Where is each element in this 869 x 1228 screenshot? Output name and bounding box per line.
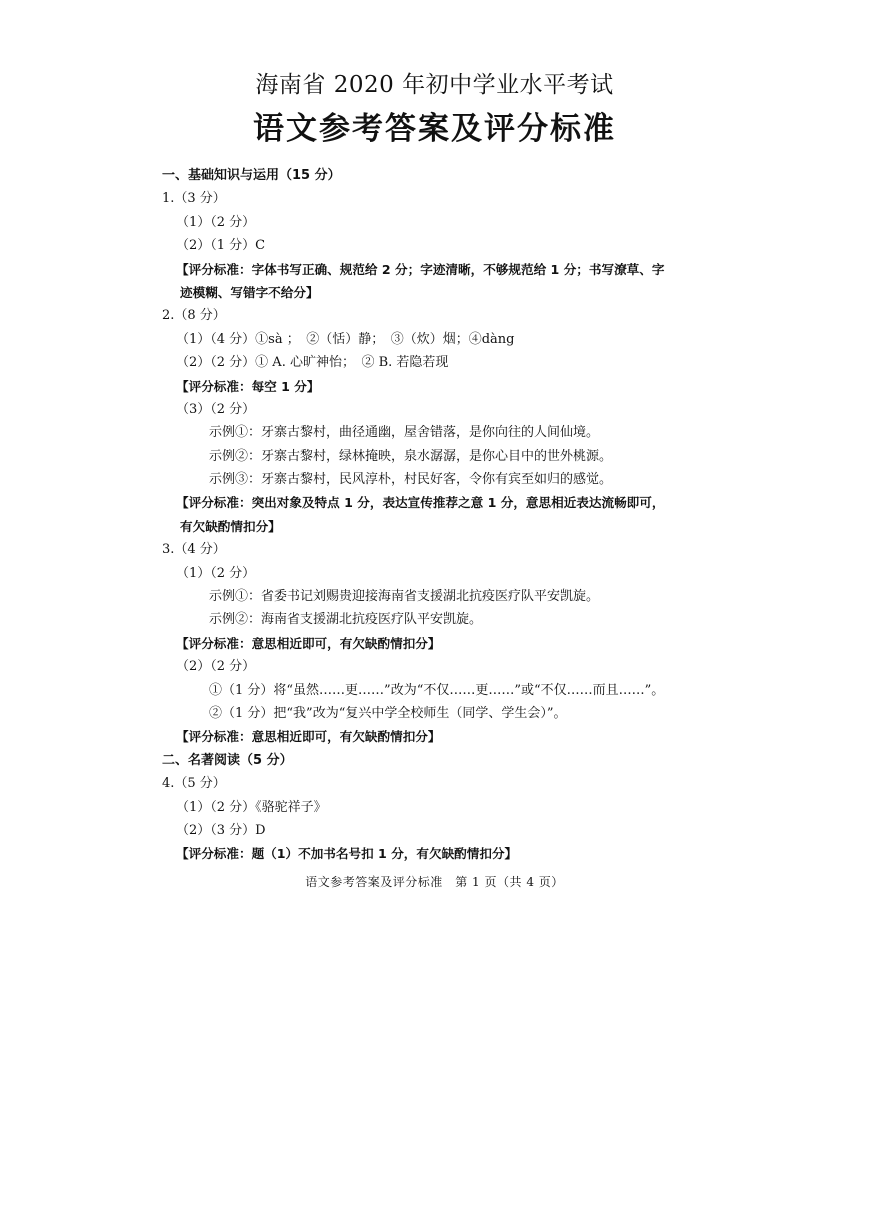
answer-body [162,164,722,866]
q3-answer-2: （2）（2 分） [176,659,256,675]
q3-sub-answer-1: ①（1 分）将“虽然……更……”改为“不仅……更……”或“不仅……而且……”。 [209,682,665,698]
q4-criteria: 【评分标准：题（1）不加书名号扣 1 分，有欠缺酌情扣分】 [176,846,518,862]
q4-head: 4.（5 分） [162,776,226,792]
document-title: 语文参考答案及评分标准 [253,111,616,147]
q3-example-1: 示例①：省委书记刘赐贵迎接海南省支援湖北抗疫医疗队平安凯旋。 [209,589,600,605]
q2-answer-3: （3）（2 分） [176,401,256,417]
exam-title: 海南省 2020 年初中学业水平考试 [255,72,614,98]
q2-criteria-2-line-2: 有欠缺酌情扣分】 [180,518,281,534]
section-1-title: 一、基础知识与运用（15 分） [162,168,341,183]
q4-answer-1: （1）（2 分）《骆驼祥子》 [176,799,327,815]
q2-criteria-2-line-1: 【评分标准：突出对象及特点 1 分，表达宣传推荐之意 1 分，意思相近表达流畅即可， [176,495,665,511]
q1-head: 1.（3 分） [162,191,226,207]
section-2-title: 二、名著阅读（5 分） [162,752,293,768]
q3-criteria-1: 【评分标准：意思相近即可，有欠缺酌情扣分】 [176,635,441,651]
q2-answer-2: （2）（2 分）① A. 心旷神怡； ② B. 若隐若现 [176,355,449,371]
q3-sub-answer-2: ②（1 分）把“我”改为“复兴中学全校师生（同学、学生会）”。 [209,705,567,721]
q1-criteria-line-2: 迹模糊、写错字不给分】 [180,284,319,300]
q3-example-2: 示例②：海南省支援湖北抗疫医疗队平安凯旋。 [209,612,483,628]
q2-head: 2.（8 分） [162,308,226,324]
q1-answer-1: （1）（2 分） [176,214,256,230]
q2-example-3: 示例③：牙寨古黎村，民风淳朴，村民好客，令你有宾至如归的感觉。 [209,472,613,488]
q3-answer-1: （1）（2 分） [176,565,256,581]
q2-example-1: 示例①：牙寨古黎村，曲径通幽，屋舍错落，是你向往的人间仙境。 [209,425,600,441]
q2-criteria-1: 【评分标准：每空 1 分】 [176,378,320,394]
q3-criteria-2: 【评分标准：意思相近即可，有欠缺酌情扣分】 [176,729,441,745]
q1-criteria-line-1: 【评分标准：字体书写正确、规范给 2 分；字迹清晰，不够规范给 1 分；书写潦草、字 [176,261,665,277]
q3-head: 3.（4 分） [162,542,226,558]
q2-example-2: 示例②：牙寨古黎村，绿林掩映，泉水潺潺，是你心目中的世外桃源。 [209,448,613,464]
q2-answer-1: （1）（4 分）①sà ； ②（恬）静； ③（炊）烟；④dàng [176,331,515,347]
q1-answer-2: （2）（1 分）C [176,238,266,254]
q4-answer-2: （2）（3 分）D [176,822,266,838]
page-footer: 语文参考答案及评分标准 第 1 页（共 4 页） [305,875,564,889]
